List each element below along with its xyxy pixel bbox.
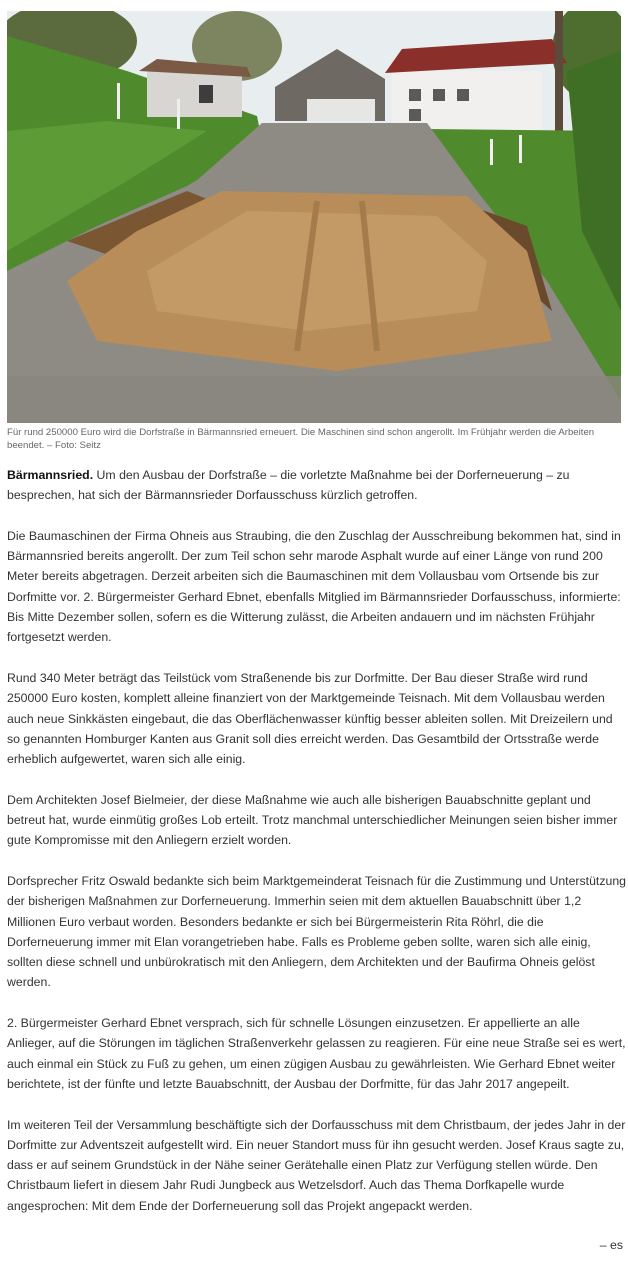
paragraph: 2. Bürgermeister Gerhard Ebnet versprach, sich für schnelle Lösungen einzusetzen. Er appellierte an alle Anlieger, auf die Störungen im täglichen Straßenverkehr gelassen zu reagieren. Für eine neue Straße sei es wert, auch einmal ein Stück zu Fuß zu gehen, um einen zügigen Ausbau zu gewährleisten. Wie Gerhard Ebnet weiter berichtete, ist der fünfte und letzte Bauabschnitt, der Ausbau der Dorfmitte, für das Jahr 2017 angepeilt.: [7, 1016, 626, 1091]
construction-site-photo-icon: [7, 11, 621, 423]
article-body: [7, 465, 627, 1236]
article-photo: [7, 11, 621, 423]
paragraph-text: Um den Ausbau der Dorfstraße – die vorletzte Maßnahme bei der Dorferneuerung – zu besprechen, hat sich der Bärmannsrieder Dorfausschuss kürzlich getroffen.: [7, 468, 570, 503]
paragraph: Dem Architekten Josef Bielmeier, der diese Maßnahme wie auch alle bisherigen Bauabschnitte geplant und betreut hat, wurde einmütig großes Lob erteilt. Trotz manchmal unterschiedlicher Meinungen seien bisher immer gute Kompromisse mit den Anliegern erzielt worden.: [7, 792, 618, 848]
paragraph: Im weiteren Teil der Versammlung beschäftigte sich der Dorfausschuss mit dem Christbaum, der jedes Jahr in der Dorfmitte zur Adventszeit aufgestellt wird. Ein neuer Standort muss für ihn gesucht werden. Josef Kraus sagte zu, dass er auf seinem Grundstück in der Nähe seiner Gerätehalle einen Platz zur Verfügung stellen würde. Den Christbaum liefert in diesem Jahr Rudi Jungbeck aus Wetzelsdorf. Auch das Thema Dorfkapelle wurde angesprochen: Mit dem Ende der Dorferneuerung soll das Projekt angepackt werden.: [7, 1117, 626, 1213]
paragraph: Dorfsprecher Fritz Oswald bedankte sich beim Marktgemeinderat Teisnach für die Zustimmung und Unterstützung der bisherigen Maßnahmen zur Dorferneuerung. Immerhin seien mit dem aktuellen Bauabschnitt über 1,2 Millionen Euro verbaut worden. Besonders bedankte er sich bei Bürgermeisterin Rita Röhrl, die die Dorferneuerung immer mit Elan vorangetrieben habe. Falls es Probleme geben sollte, waren sich alle einig, sollten diese schnell und unbürokratisch mit den Anliegern, dem Architekten und der Baufirma Ohneis gelöst werden.: [7, 873, 626, 990]
paragraph-lead: [7, 465, 627, 506]
photo-caption: Für rund 250000 Euro wird die Dorfstraße in Bärmannsried erneuert. Die Maschinen sind schon angerollt. Im Frühjahr werden die Arbeiten beendet. – Foto: Seitz: [7, 427, 595, 451]
dateline: Bärmannsried.: [7, 468, 94, 482]
author-signature: – es: [599, 1238, 623, 1252]
paragraph: Rund 340 Meter beträgt das Teilstück vom Straßenende bis zur Dorfmitte. Der Bau dieser Straße wird rund 250000 Euro kosten, komplett alleine finanziert von der Marktgemeinde Teisnach. Mit dem Vollausbau werden auch neue Sinkkästen eingebaut, die das Oberflächenwasser künftig besser ableiten sollen. Mit Dreizeilern und so genannten Homburger Kanten aus Granit soll dies erreicht werden. Das Gesamtbild der Ortsstraße werde erheblich aufgewertet, waren sich alle einig.: [7, 670, 613, 767]
paragraph: Die Baumaschinen der Firma Ohneis aus Straubing, die den Zuschlag der Ausschreibung bekommen hat, sind in Bärmannsried bereits angerollt. Der zum Teil schon sehr marode Asphalt wurde auf einer Länge von rund 200 Meter bereits abgetragen. Derzeit arbeiten sich die Baumaschinen mit dem Vollausbau vom Ortsende bis zur Dorfmitte vor. 2. Bürgermeister Gerhard Ebnet, ebenfalls Mitglied im Bärmannsrieder Dorfausschuss, informierte: Bis Mitte Dezember sollen, sofern es die Witterung zulässt, die Arbeiten andauern und im nächsten Frühjahr fortgesetzt werden.: [7, 528, 621, 645]
